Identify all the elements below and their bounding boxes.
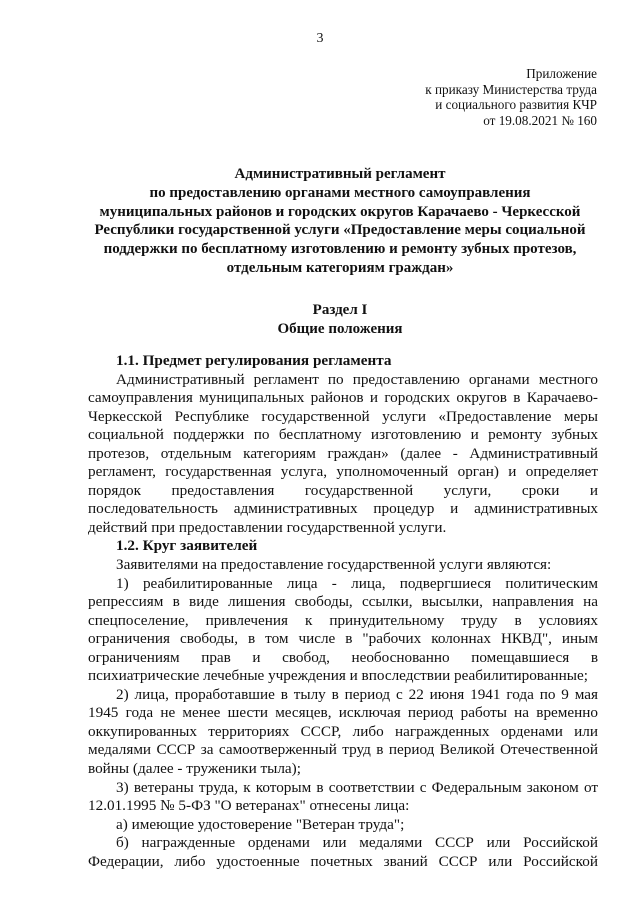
paragraph-line: оккупированных территориях СССР, либо награжденных орденами или bbox=[88, 722, 598, 740]
paragraph-line: Федерации, либо удостоенные почетных званий СССР или Российской bbox=[88, 852, 598, 870]
title-line: муниципальных районов и городских округов Карачаево - Черкесской bbox=[99, 203, 581, 220]
paragraph-line: действий при предоставлении государственной услуги. bbox=[88, 518, 447, 536]
document-title bbox=[40, 165, 640, 278]
paragraph-line: протезов, отдельным категориям граждан» (далее - Административный bbox=[88, 444, 598, 462]
paragraph-line: ограничениям прав и свобод, необоснованно помещавшиеся в bbox=[88, 648, 598, 666]
paragraph-line: 12.01.1995 № 5-ФЗ "О ветеранах" отнесены лица: bbox=[88, 797, 410, 815]
appendix-line: Приложение bbox=[526, 66, 597, 81]
title-line: по предоставлению органами местного самоуправления bbox=[149, 184, 531, 201]
body-text bbox=[88, 352, 598, 871]
paragraph-line: 3) ветераны труда, к которым в соответствии с Федеральным законом от bbox=[116, 778, 598, 796]
paragraph-line: 1) реабилитированные лица - лица, подвергшиеся политическим bbox=[116, 574, 598, 592]
paragraph-line: Заявителями на предоставление государственной услуги являются: bbox=[116, 556, 552, 574]
appendix-line: от 19.08.2021 № 160 bbox=[483, 112, 597, 128]
paragraph-line: регламент, государственная услуга, уполномоченный орган) и определяет bbox=[88, 463, 598, 481]
paragraph-line: последовательность административных процедур и административных bbox=[88, 500, 598, 518]
appendix-block bbox=[425, 66, 597, 128]
subsection-heading: 1.2. Круг заявителей bbox=[116, 537, 258, 555]
section-heading bbox=[40, 301, 640, 339]
paragraph-line: 2) лица, проработавшие в тылу в период с 22 июня 1941 года по 9 мая bbox=[116, 685, 598, 703]
appendix-line: к приказу Министерства труда bbox=[425, 81, 597, 97]
paragraph-line: б) награжденные орденами или медалями СССР или Российской bbox=[116, 834, 598, 852]
title-line: отдельным категориям граждан» bbox=[226, 259, 454, 276]
paragraph-line: медалями СССР за самоотверженный труд в период Великой Отечественной bbox=[88, 741, 598, 759]
title-line: поддержки по бесплатному изготовлению и ремонту зубных протезов, bbox=[103, 241, 577, 258]
title-line: Административный регламент bbox=[234, 166, 446, 182]
appendix-line: и социального развития КЧР bbox=[435, 97, 597, 113]
paragraph-line: социальной поддержки по бесплатному изготовлению и ремонту зубных bbox=[88, 426, 598, 444]
paragraph-line: 1945 года не менее шести месяцев, исключая период работы на временно bbox=[88, 704, 598, 722]
paragraph-line: а) имеющие удостоверение "Ветеран труда"; bbox=[116, 815, 405, 833]
section-name: Общие положения bbox=[277, 320, 403, 337]
paragraph-line: психиатрические лечебные учреждения и впоследствии реабилитированные; bbox=[88, 667, 588, 685]
subsection-heading: 1.1. Предмет регулирования регламента bbox=[116, 352, 392, 369]
page-number: 3 bbox=[316, 31, 324, 46]
paragraph-line: Черкесской Республике государственной услуги «Предоставление меры bbox=[88, 407, 598, 425]
paragraph-line: спецпоселение, привлечения к принудительному труду в условиях bbox=[88, 611, 598, 629]
paragraph-line: самоуправления муниципальных районов и городских округов в Карачаево- bbox=[88, 389, 598, 407]
paragraph-line: ограничения свободы, в том числе в "рабочих колоннах НКВД", иным bbox=[88, 630, 598, 648]
section-number: Раздел I bbox=[312, 302, 368, 318]
title-line: Республики государственной услуги «Предоставление меры социальной bbox=[94, 222, 586, 239]
paragraph-line: репрессиям в виде лишения свободы, ссылки, высылки, направления на bbox=[88, 593, 598, 611]
paragraph-line: войны (далее - труженики тыла); bbox=[88, 760, 301, 778]
paragraph-line: Административный регламент по предоставлению органами местного bbox=[116, 370, 598, 388]
paragraph-line: порядок предоставления государственной услуги, сроки и bbox=[88, 481, 598, 499]
